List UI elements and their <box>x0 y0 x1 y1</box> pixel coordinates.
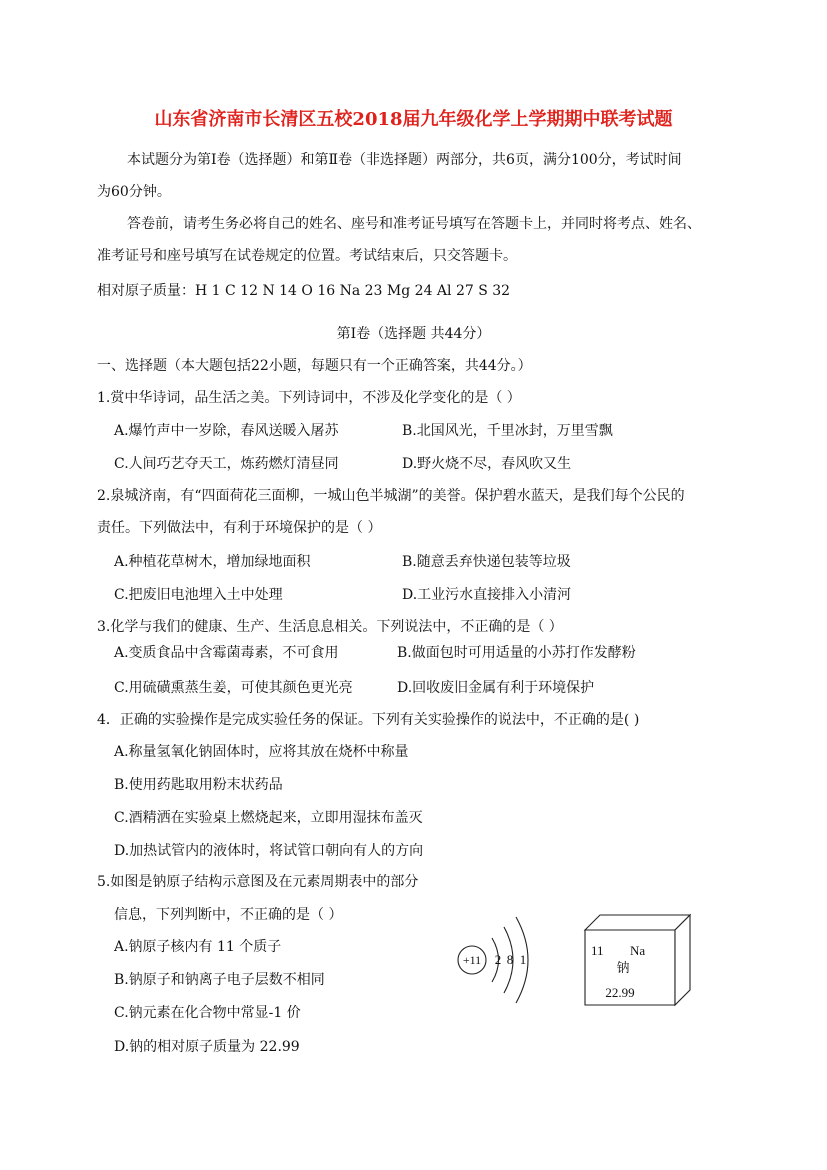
question-2-option-b: B.随意丢弃快递包装等垃圾 <box>402 554 571 570</box>
question-3-stem: 3.化学与我们的健康、生产、生活息息相关。下列说法中，不正确的是（ ） <box>97 619 563 635</box>
question-4-option-a: A.称量氢氧化钠固体时，应将其放在烧杯中称量 <box>114 744 409 760</box>
sodium-figure <box>452 905 692 1015</box>
sodium-figure-svg <box>452 905 692 1015</box>
element-name: 钠 <box>616 961 630 976</box>
question-4-stem: 4．正确的实验操作是完成实验任务的保证。下列有关实验操作的说法中，不正确的是( ) <box>97 712 640 728</box>
question-2-stem: 2.泉城济南，有“四面荷花三面柳，一城山色半城湖”的美誉。保护碧水蓝天，是我们每个公民的 <box>97 488 685 504</box>
cell-side-face <box>675 915 690 1005</box>
question-3-option-c: C.用硫磺熏蒸生姜，可使其颜色更光亮 <box>114 680 353 696</box>
question-4-option-b: B.使用药匙取用粉末状药品 <box>114 777 283 793</box>
question-2-option-d: D.工业污水直接排入小清河 <box>402 587 572 603</box>
question-1-option-d: D.野火烧不尽，春风吹又生 <box>402 456 572 472</box>
shell-3-count: 1 <box>519 952 527 967</box>
question-5-option-a: A.钠原子核内有 11 个质子 <box>114 939 282 955</box>
section-instruction: 一、选择题（本大题包括22小题，每题只有一个正确答案，共44分。） <box>97 358 532 374</box>
question-2-stem-cont: 责任。下列做法中，有利于环境保护的是（ ） <box>97 520 382 536</box>
question-5-option-c: C.钠元素在化合物中常显-1 价 <box>114 1005 301 1021</box>
intro-line-3: 答卷前，请考生务必将自己的姓名、座号和准考证号填写在答题卡上，并同时将考点、姓名、 <box>127 216 701 232</box>
question-4-option-d: D.加热试管内的液体时，将试管口朝向有人的方向 <box>114 843 424 859</box>
question-1-stem: 1.赏中华诗词，品生活之美。下列诗词中，不涉及化学变化的是（ ） <box>97 390 521 406</box>
question-4-option-c: C.酒精洒在实验桌上燃烧起来，立即用湿抹布盖灭 <box>114 810 423 826</box>
question-5-stem: 5.如图是钠原子结构示意图及在元素周期表中的部分 <box>97 874 419 890</box>
question-3-option-d: D.回收废旧金属有利于环境保护 <box>397 680 595 696</box>
question-2-option-c: C.把废旧电池埋入土中处理 <box>114 587 283 603</box>
exam-title: 山东省济南市长清区五校2018届九年级化学上学期期中联考试题 <box>154 109 673 130</box>
intro-line-1: 本试题分为第Ⅰ卷（选择题）和第Ⅱ卷（非选择题）两部分，共6页，满分100分，考试时间 <box>127 152 682 168</box>
question-5-option-b: B.钠原子和钠离子电子层数不相同 <box>114 972 325 988</box>
intro-line-2: 为60分钟。 <box>97 184 171 200</box>
question-2-option-a: A.种植花草树木，增加绿地面积 <box>114 554 311 570</box>
question-1-option-b: B.北国风光，千里冰封，万里雪飘 <box>402 423 613 439</box>
shell-1-count: 2 <box>494 952 502 967</box>
section-heading: 第Ⅰ卷（选择题 共44分） <box>336 326 491 342</box>
question-1-option-a: A.爆竹声中一岁除，春风送暖入屠苏 <box>114 423 339 439</box>
periodic-table-cell <box>585 915 690 1005</box>
question-3-option-a: A.变质食品中含霉菌毒素，不可食用 <box>114 645 339 661</box>
atomic-masses: 相对原子质量：H 1 C 12 N 14 O 16 Na 23 Mg 24 Al 27 S 32 <box>97 283 511 299</box>
element-symbol: Na <box>630 943 646 958</box>
atomic-mass: 22.99 <box>605 985 635 1000</box>
question-1-option-c: C.人间巧艺夺天工，炼药燃灯清昼同 <box>114 456 339 472</box>
atom-structure-diagram <box>458 917 528 1003</box>
shell-2-count: 8 <box>506 952 514 967</box>
cell-top-face <box>585 915 690 930</box>
intro-line-4: 准考证号和座号填写在试卷规定的位置。考试结束后，只交答题卡。 <box>97 248 517 264</box>
question-3-option-b: B.做面包时可用适量的小苏打作发酵粉 <box>397 645 636 661</box>
question-5-option-d: D.钠的相对原子质量为 22.99 <box>114 1039 300 1055</box>
atomic-number: 11 <box>591 943 604 958</box>
nucleus-charge: +11 <box>462 953 482 967</box>
question-5-stem-cont: 信息，下列判断中，不正确的是（ ） <box>114 907 343 923</box>
